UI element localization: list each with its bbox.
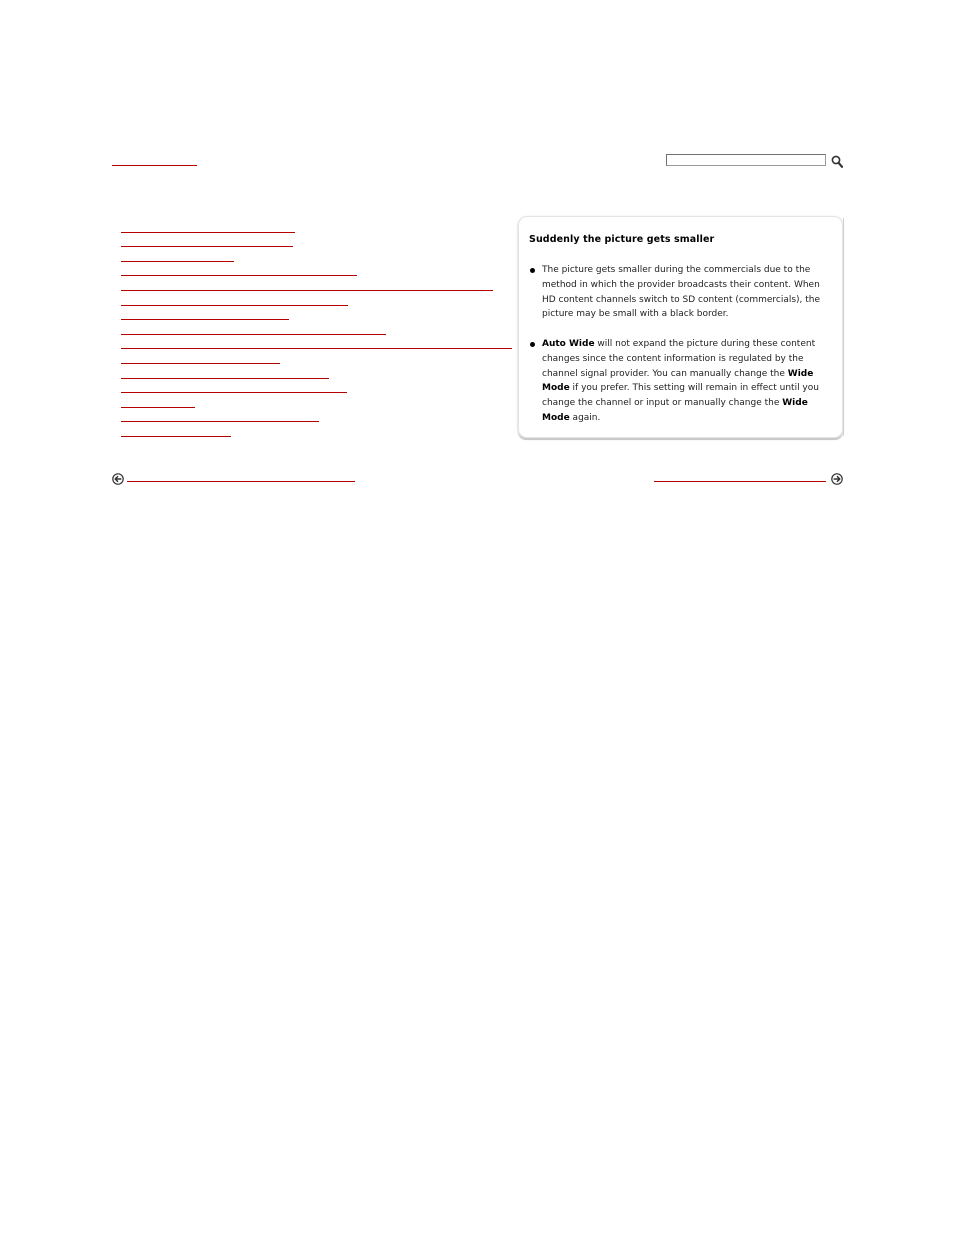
bullet-text: The picture gets smaller during the commercials due to the method in which the provider broadcasts their content. When HD content channels switch to SD content (commercials), the picture may be small with a black border.	[542, 265, 821, 320]
info-panel-title: Suddenly the picture gets smaller	[529, 234, 715, 245]
bullet-dot-icon	[530, 342, 535, 347]
top-link[interactable]	[112, 155, 197, 166]
info-panel	[518, 216, 843, 438]
arrow-left-circle-icon	[112, 470, 124, 482]
previous-page-link[interactable]	[112, 470, 357, 483]
next-page-link[interactable]	[654, 470, 843, 483]
previous-page-underline	[127, 481, 355, 482]
bullet-text: Auto Wide will not expand the picture during these content changes since the content information is regulated by the channel signal provider. You can manually change the Wide Mode if you prefer. This setting will remain in effect until you change the channel or input or manually change the Wide Mode again.	[542, 339, 819, 423]
next-page-underline	[654, 481, 826, 482]
arrow-right-circle-icon	[831, 470, 843, 482]
magnifier-icon[interactable]	[831, 153, 843, 166]
bullet-dot-icon	[530, 268, 535, 273]
search-input[interactable]	[666, 154, 826, 166]
